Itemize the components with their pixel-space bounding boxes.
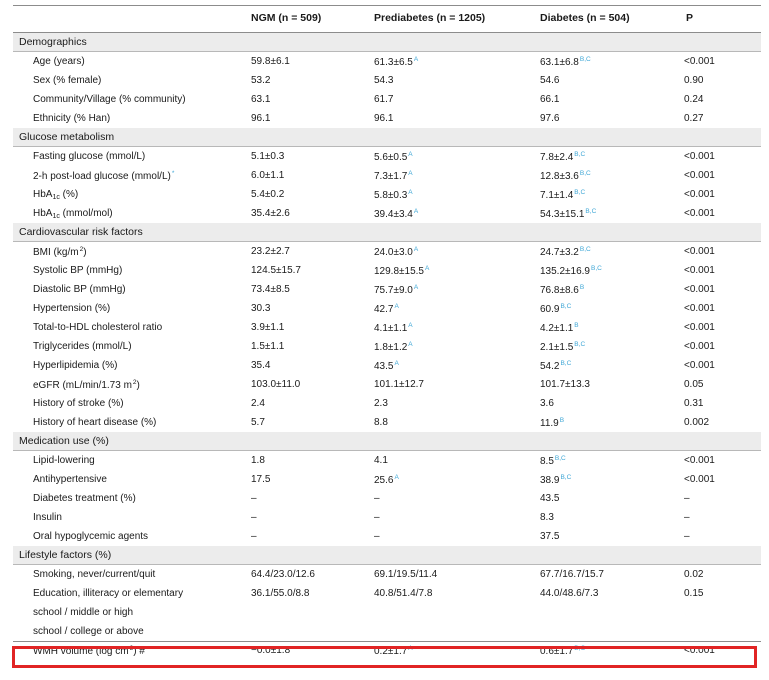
cell-diabetes: 37.5	[540, 531, 560, 542]
row-label: Community/Village (% community)	[33, 94, 186, 105]
cell-diabetes: $12.8\pm 3.6^{B,C}$	[540, 170, 591, 182]
cell-diabetes: 43.5	[540, 493, 560, 504]
table-row	[13, 584, 761, 603]
cell-ngm: 73.4±8.5	[251, 284, 290, 295]
cell-p: <0.001	[684, 189, 715, 200]
table-row	[13, 147, 761, 166]
significance-marker: B,C	[579, 170, 591, 177]
cell-diabetes: 101.7±13.3	[540, 379, 590, 390]
significance-marker: A	[424, 265, 430, 272]
table-row	[13, 185, 761, 204]
row-label: Fasting glucose (mmol/L)	[33, 151, 146, 162]
significance-marker: B	[574, 322, 579, 329]
cell-ngm: 3.9±1.1	[251, 322, 285, 333]
cell-p: 0.27	[684, 113, 704, 124]
significance-marker: A	[394, 474, 399, 481]
significance-marker: B,C	[554, 455, 566, 462]
cell-diabetes: $60.9^{B,C}$	[540, 303, 572, 315]
footnote-marker: *	[171, 170, 175, 177]
cell-diabetes: $54.2^{B,C}$	[540, 360, 572, 372]
row-label: Ethnicity (% Han)	[33, 113, 111, 124]
cell-diabetes: 44.0/48.6/7.3	[540, 588, 599, 599]
table-header	[13, 5, 761, 33]
cell-p: 0.02	[684, 569, 704, 580]
cell-ngm: 124.5±15.7	[251, 265, 301, 276]
row-label: Insulin	[33, 512, 62, 523]
significance-marker: A	[408, 322, 413, 329]
cell-diabetes: $63.1\pm 6.8^{B,C}$	[540, 56, 591, 68]
cell-diabetes: $54.3\pm 15.1^{B,C}$	[540, 208, 597, 220]
cell-prediabetes: $4.1\pm 1.1^A$	[374, 322, 413, 334]
cell-diabetes: $2.1\pm 1.5^{B,C}$	[540, 341, 586, 353]
table-row	[13, 603, 761, 622]
section-title: Cardiovascular risk factors	[19, 226, 143, 238]
row-label: Triglycerides (mmol/L)	[33, 341, 132, 352]
table-row	[13, 527, 761, 546]
cell-prediabetes: 40.8/51.4/7.8	[374, 588, 433, 599]
significance-marker: A	[413, 284, 419, 291]
table-row	[13, 261, 761, 280]
significance-marker: B,C	[574, 341, 586, 348]
cell-ngm: 103.0±11.0	[251, 379, 301, 390]
cell-prediabetes: –	[374, 531, 380, 542]
header-diabetes: Diabetes (n = 504)	[540, 12, 630, 24]
cell-p: 0.05	[684, 379, 704, 390]
cell-p: <0.001	[684, 322, 715, 333]
cell-p: <0.001	[684, 474, 715, 485]
baseline-characteristics-table	[13, 5, 761, 658]
row-label: BMI $(kg/m^2)$	[33, 246, 87, 258]
table-row	[13, 508, 761, 527]
cell-prediabetes: $5.6\pm 0.5^A$	[374, 151, 413, 163]
table-row	[13, 280, 761, 299]
cell-p: <0.001	[684, 360, 715, 371]
cell-diabetes: 66.1	[540, 94, 560, 105]
cell-p: –	[684, 493, 690, 504]
cell-diabetes: $24.7\pm 3.2^{B,C}$	[540, 246, 591, 258]
cell-ngm: 5.1±0.3	[251, 151, 285, 162]
cell-diabetes: 97.6	[540, 113, 560, 124]
row-label: History of stroke (%)	[33, 398, 124, 409]
cell-ngm: 5.7	[251, 417, 265, 428]
significance-marker: B,C	[585, 208, 597, 215]
cell-prediabetes: $75.7\pm 9.0^A$	[374, 284, 419, 296]
section-title: Medication use (%)	[19, 435, 109, 447]
cell-p: <0.001	[684, 284, 715, 295]
row-label: Sex (% female)	[33, 75, 102, 86]
cell-p: <0.001	[684, 151, 715, 162]
table-row	[13, 71, 761, 90]
cell-p: <0.001	[684, 170, 715, 181]
row-label: Oral hypoglycemic agents	[33, 531, 149, 542]
cell-prediabetes: $25.6^A$	[374, 474, 399, 486]
significance-marker: B,C	[574, 151, 586, 158]
row-label: WMH volume (log $cm^3$) #	[33, 645, 145, 657]
cell-p: <0.001	[684, 645, 715, 656]
cell-ngm: –	[251, 493, 257, 504]
cell-p: <0.001	[684, 303, 715, 314]
table-body	[13, 33, 761, 658]
cell-p: <0.001	[684, 56, 715, 67]
row-label: Smoking, never/current/quit	[33, 569, 156, 580]
cell-p: –	[684, 531, 690, 542]
row-label: eGFR (mL/min/1.73 $m^2$)	[33, 379, 140, 391]
section-header	[13, 546, 761, 565]
significance-marker: B,C	[560, 474, 572, 481]
cell-p: 0.90	[684, 75, 704, 86]
table-row	[13, 470, 761, 489]
cell-prediabetes: –	[374, 493, 380, 504]
cell-p: <0.001	[684, 455, 715, 466]
table-row	[13, 375, 761, 394]
cell-p: 0.15	[684, 588, 704, 599]
significance-marker: A	[408, 151, 413, 158]
cell-ngm: 35.4	[251, 360, 271, 371]
row-label: Diastolic BP (mmHg)	[33, 284, 126, 295]
significance-marker: A	[394, 360, 399, 367]
cell-ngm: 96.1	[251, 113, 271, 124]
cell-p: <0.001	[684, 208, 715, 219]
significance-marker: A	[408, 341, 413, 348]
cell-diabetes: $8.5^{B,C}$	[540, 455, 566, 467]
cell-ngm: 1.8	[251, 455, 265, 466]
row-label: HbA$_{1c}$ (mmol/mol)	[33, 208, 113, 220]
section-header	[13, 223, 761, 242]
section-header	[13, 128, 761, 147]
cell-ngm: 23.2±2.7	[251, 246, 290, 257]
cell-ngm: 17.5	[251, 474, 271, 485]
cell-prediabetes: 4.1	[374, 455, 388, 466]
cell-ngm: 64.4/23.0/12.6	[251, 569, 315, 580]
significance-marker: A	[413, 56, 419, 63]
row-label: History of heart disease (%)	[33, 417, 157, 428]
section-title: Demographics	[19, 36, 87, 48]
significance-marker: A	[394, 303, 399, 310]
cell-p: 0.002	[684, 417, 710, 428]
cell-prediabetes: $42.7^A$	[374, 303, 399, 315]
table-row	[13, 451, 761, 470]
row-label: Diabetes treatment (%)	[33, 493, 136, 504]
significance-marker: B,C	[574, 645, 586, 652]
cell-ngm: 35.4±2.6	[251, 208, 290, 219]
cell-diabetes: 8.3	[540, 512, 554, 523]
cell-ngm: –	[251, 531, 257, 542]
row-label: school / college or above	[33, 626, 144, 637]
cell-prediabetes: 101.1±12.7	[374, 379, 424, 390]
cell-prediabetes: 2.3	[374, 398, 388, 409]
cell-prediabetes: $129.8\pm 15.5^A$	[374, 265, 430, 277]
table-row	[13, 565, 761, 584]
cell-prediabetes: $0.2\pm 1.7^A$	[374, 645, 413, 657]
row-label: school / middle or high	[33, 607, 134, 618]
significance-marker: B	[559, 417, 565, 424]
row-label: Systolic BP (mmHg)	[33, 265, 123, 276]
cell-p: 0.31	[684, 398, 704, 409]
cell-diabetes: $7.1\pm 1.4^{B,C}$	[540, 189, 586, 201]
cell-diabetes: 3.6	[540, 398, 554, 409]
cell-ngm: 63.1	[251, 94, 271, 105]
row-label: Lipid-lowering	[33, 455, 95, 466]
table-row	[13, 394, 761, 413]
significance-marker: A	[408, 189, 413, 196]
cell-prediabetes: 61.7	[374, 94, 394, 105]
cell-prediabetes: 96.1	[374, 113, 394, 124]
header-prediabetes: Prediabetes (n = 1205)	[374, 12, 486, 24]
table-row	[13, 318, 761, 337]
cell-prediabetes: $24.0\pm 3.0^A$	[374, 246, 419, 258]
cell-prediabetes: –	[374, 512, 380, 523]
table-row	[13, 90, 761, 109]
cell-ngm: 2.4	[251, 398, 265, 409]
table-row	[13, 489, 761, 508]
row-label: Age (years)	[33, 56, 85, 67]
row-label: Hypertension (%)	[33, 303, 111, 314]
significance-marker: B,C	[579, 56, 591, 63]
significance-marker: B	[579, 284, 585, 291]
cell-prediabetes: $5.8\pm 0.3^A$	[374, 189, 413, 201]
cell-ngm: 1.5±1.1	[251, 341, 285, 352]
cell-diabetes: 54.6	[540, 75, 560, 86]
cell-prediabetes: $43.5^A$	[374, 360, 399, 372]
table-row	[13, 622, 761, 641]
row-label: 2-h post-load glucose (mmol/L)*	[33, 170, 175, 182]
cell-p: 0.24	[684, 94, 704, 105]
cell-ngm: −0.0±1.8	[251, 645, 291, 656]
significance-marker: B,C	[579, 246, 591, 253]
significance-marker: B,C	[590, 265, 602, 272]
subscript: 1c	[52, 194, 60, 201]
cell-diabetes: $0.6\pm 1.7^{B,C}$	[540, 645, 586, 657]
section-title: Lifestyle factors (%)	[19, 549, 112, 561]
cell-diabetes: $135.2\pm 16.9^{B,C}$	[540, 265, 602, 277]
cell-prediabetes: $1.8\pm 1.2^A$	[374, 341, 413, 353]
superscript: 2	[132, 379, 137, 386]
row-label: Education, illiteracy or elementary	[33, 588, 184, 599]
cell-diabetes: $7.8\pm 2.4^{B,C}$	[540, 151, 586, 163]
row-label: Antihypertensive	[33, 474, 107, 485]
highlight-box	[12, 646, 757, 668]
cell-prediabetes: 69.1/19.5/11.4	[374, 569, 438, 580]
table-row	[13, 109, 761, 128]
table-row	[13, 242, 761, 261]
cell-ngm: 5.4±0.2	[251, 189, 285, 200]
section-header	[13, 33, 761, 52]
cell-prediabetes: $39.4\pm 3.4^A$	[374, 208, 419, 220]
table-row	[13, 299, 761, 318]
cell-ngm: 6.0±1.1	[251, 170, 285, 181]
cell-ngm: 59.8±6.1	[251, 56, 290, 67]
superscript: 2	[79, 246, 84, 253]
cell-p: –	[684, 512, 690, 523]
cell-prediabetes: $7.3\pm 1.7^A$	[374, 170, 413, 182]
cell-diabetes: $11.9^B$	[540, 417, 565, 429]
table-row	[13, 337, 761, 356]
cell-p: <0.001	[684, 341, 715, 352]
cell-ngm: 30.3	[251, 303, 271, 314]
section-title: Glucose metabolism	[19, 131, 115, 143]
cell-diabetes: $4.2\pm 1.1^B$	[540, 322, 579, 334]
significance-marker: B,C	[560, 303, 572, 310]
significance-marker: A	[408, 645, 413, 652]
cell-prediabetes: $61.3\pm 6.5^A$	[374, 56, 419, 68]
cell-ngm: –	[251, 512, 257, 523]
cell-p: <0.001	[684, 265, 715, 276]
significance-marker: A	[413, 246, 419, 253]
row-label: HbA$_{1c}$ (%)	[33, 189, 79, 201]
header-p: P	[686, 12, 694, 24]
table-row	[13, 166, 761, 185]
header-ngm: NGM (n = 509)	[251, 12, 322, 24]
cell-ngm: 53.2	[251, 75, 271, 86]
subscript: 1c	[52, 213, 60, 220]
significance-marker: A	[408, 170, 413, 177]
row-label: Hyperlipidemia (%)	[33, 360, 118, 371]
cell-diabetes: $76.8\pm 8.6^B$	[540, 284, 585, 296]
cell-p: <0.001	[684, 246, 715, 257]
row-label: Total-to-HDL cholesterol ratio	[33, 322, 163, 333]
significance-marker: B,C	[574, 189, 586, 196]
table-row	[13, 356, 761, 375]
table-row	[13, 413, 761, 432]
table-row	[13, 52, 761, 71]
cell-prediabetes: 8.8	[374, 417, 388, 428]
cell-diabetes: $38.9^{B,C}$	[540, 474, 572, 486]
cell-prediabetes: 54.3	[374, 75, 394, 86]
significance-marker: B,C	[560, 360, 572, 367]
table-row	[13, 204, 761, 223]
superscript: 3	[129, 645, 134, 652]
cell-ngm: 36.1/55.0/8.8	[251, 588, 310, 599]
section-header	[13, 432, 761, 451]
significance-marker: A	[413, 208, 419, 215]
cell-diabetes: 67.7/16.7/15.7	[540, 569, 604, 580]
